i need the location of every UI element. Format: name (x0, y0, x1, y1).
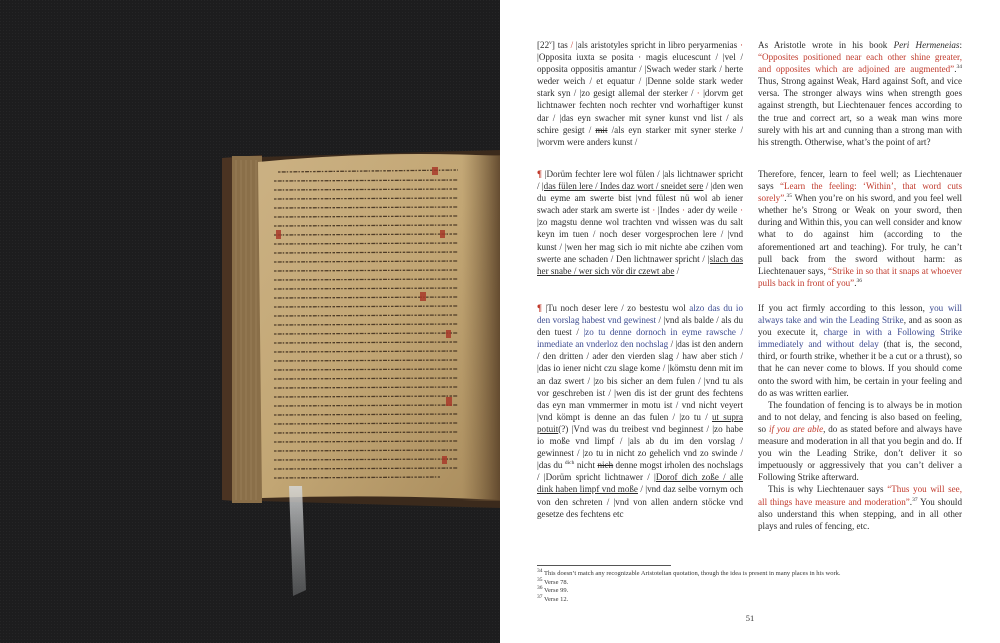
text-run: , do as stated before and always have measure and moderation in all that you begin and do. If you win the Leading Strike, don’t deliver it so impetuously or aggressively that you can’t deliver a Following Strike afterward. (758, 423, 963, 483)
text-run: · (652, 205, 656, 216)
text-run: |Indes (655, 205, 683, 216)
text-run: · (739, 40, 743, 50)
text-run: ader dy weile (685, 205, 740, 216)
text-run: · (682, 205, 686, 216)
text-run: · (739, 205, 743, 216)
text-run: dich (564, 460, 575, 467)
text-run: |dorvm get lichtnawer fechten noch rechter vnd worhaftiger kunst dar / |das eyn swacher mit syner kunst vnd list / als schire gesigt / (537, 88, 743, 135)
text-run: |zo tu denne dornoch in eyme rawsche / inmediate an vnderloz den nochslag (537, 327, 743, 350)
text-run: / |das ist den andern / den dritten / ader den vierden slag / haw aber stich / |das io iener nicht czu slage kome / |kömstu denn mit im an daz swert / |zo bis sicher an dem fulen / |vnd tu als vor geschreben ist / |wen dis ist der grunt des fechtens das eyn man vmmermer in motu ist / vnd nicht veyert |vnd kömpt is denne an das fulen / |zo tu / (537, 339, 743, 422)
original-paragraph-3 (537, 302, 743, 520)
text-run: denne mogst irholen des nochslags / |Dorüm spricht lichtnawer / (537, 460, 743, 483)
text-run: . (784, 193, 787, 204)
original-paragraph-1 (537, 39, 743, 148)
text-run: |Opposita iuxta se posita · magis elucescunt / |vel / opposita oppositis amantur / |Swach weder stark / herte weder weich / et equatur / |Denne solde stark weder stark syn / |zo gesigt allemal der sterker / (537, 52, 743, 99)
text-run: |Tu noch deser lere / zo bestestu wol (541, 303, 690, 313)
text-run: / |den wen du eyme am swerte bist |vnd fülest nü wol ab iener swach ader stark am swerte ist (537, 181, 744, 216)
text-run: alzo das du io den vorslag habest vnd gewinest (537, 303, 743, 326)
text-run: / (570, 40, 574, 50)
translation-paragraph-4 (758, 399, 962, 484)
text-run: Peri Hermeneias (893, 40, 960, 50)
text-run: ] tas (551, 40, 571, 50)
text-run: v (549, 39, 552, 46)
original-text-block-3 (537, 302, 743, 520)
translation-paragraph-5 (758, 483, 962, 531)
text-run: “Opposites positioned near each other shine greater, and opposites which are adjoined are augmented” (758, 52, 962, 75)
footnotes (537, 567, 957, 604)
text-run: |Dorof dich zoße / alle dink haben limpf vnd moße (537, 472, 743, 495)
text-run: / (674, 265, 680, 276)
original-text-block-1 (537, 39, 743, 148)
text-run: |zo magstu denne wol trachten vnd wissen was du salt keyn im tuen / noch deser vorgesprochen lere / |vnd kunst / |wen her mag sich io mit nichte abe czihen vom swerte ane schaden / Den lichtnawer spricht / (537, 217, 743, 264)
text-run: you will always take and win the Leading Strike (758, 303, 962, 326)
text-run: If you act firmly according to this lesson, (758, 303, 930, 313)
text-run: / |vnd daz selbe vornym och von den schreten / |vnd von allen andern stöcke vnd gesetze des fechtens etc (537, 484, 743, 519)
text-run: Thus, Strong against Weak, Hard against Soft, and vice versa. The stronger always wins when strength goes against strength, but Liechtenauer fences according to the true and correct art, so a weak man wins more surely with his art and cunning than a strong man with his strength. Otherwise, what’s the point of art? (758, 76, 962, 147)
footnote-37: $^{37}$ Verse 12. (537, 593, 569, 603)
text-run: When you’re on his sword, and you feel well whether he’s Strong or Weak on your sword, then during and Within this, you can well consider and know what to do against him (according to the aforementioned art and teaching). For truly, he can’t pull back from the sword without harm: as Liechtenauer says, (758, 193, 962, 276)
text-run: [22 (537, 40, 550, 50)
translation-block-2 (758, 168, 962, 289)
text-run: |Dorüm fechter lere wol fülen / |als lichtnawer spricht / (537, 169, 743, 192)
text-run: charge in with a Following Strike immediately and without delay (758, 327, 962, 350)
text-run: ¶ (537, 303, 542, 313)
translation-paragraph-3 (758, 302, 962, 399)
text-run: “Strike in so that it snaps at whoever pulls back in front of you” (758, 265, 962, 288)
text-run: This is why Liechtenauer says (768, 484, 888, 495)
text-run: (?) |Vnd was du treibest vnd beginnest / |zo habe io moße vnd limpf / |als ab du im den vorslag / gewinnest / |zo tu in nicht zo gehelich vnd zo swinde / |das du (537, 423, 743, 471)
translation-paragraph-2 (758, 168, 962, 289)
text-run: , and as soon as you execute it, (758, 315, 963, 338)
text-run: nich (597, 460, 614, 471)
text-run: · (696, 88, 700, 99)
text-run: The foundation of fencing is to always be in motion and to not delay, and fencing is also based on feeling, so (758, 399, 962, 434)
original-paragraph-2 (537, 168, 743, 277)
translation-block-1 (758, 39, 962, 148)
text-run: 34 (956, 64, 962, 71)
text-run: if you are able (768, 423, 824, 434)
text-run: . (909, 496, 913, 507)
text-run: 37 (912, 496, 918, 503)
text-run: ¶ (537, 169, 542, 179)
text-run: |slach das her snabe / wer sich vör dir czewt abe (537, 253, 743, 276)
text-run: “Thus you will see, all things have measure and moderation” (758, 484, 962, 507)
text-run: mit (595, 124, 608, 135)
footnote-rule (537, 565, 671, 566)
translation-page (500, 0, 1000, 643)
text-run: You should also understand this when stepping, and in all other plays and rules of fencing, etc. (758, 496, 962, 531)
text-run: /als eyn starker mit syner sterke / |worvm were anders kunst / (537, 124, 743, 147)
translation-block-3 (758, 302, 962, 532)
translation-paragraph-1 (758, 39, 962, 148)
text-run: |das fülen lere / Indes daz wort / sneidet sere (541, 181, 704, 192)
original-text-block-2 (537, 168, 743, 277)
text-run: |als aristotyles spricht in libro peryarmenias (573, 40, 740, 50)
text-run: nicht (574, 460, 598, 471)
text-run: . (854, 277, 857, 288)
text-run: 35 (786, 193, 793, 200)
text-run: 36 (856, 277, 863, 284)
text-run: “Learn the feeling: ‘Within’, that word cuts sorely” (758, 181, 962, 204)
footnote-36: $^{36}$ Verse 99. (537, 584, 569, 594)
footnote-35: $^{35}$ Verse 78. (537, 576, 569, 586)
page-number: 51 (745, 613, 755, 623)
footnote-34: $^{34}$ This doesn’t match any recognizable Aristotelian quotation, though the idea is present in many places in his work. (537, 567, 841, 577)
text-run: As Aristotle wrote in his book (758, 40, 894, 50)
text-run: . (954, 64, 957, 75)
text-run: Therefore, fencer, learn to feel well; as Liechtenauer says (758, 169, 962, 192)
text-run: (that is, the second, third, or fourth strike, whether it be a cut or a thrust), so that he can never come to blows. If you should come onto the sword with him, be certain in your feeling and do as was written earlier. (758, 339, 962, 398)
text-run: ut supra potuit (537, 411, 743, 434)
text-run: / |vnd als balde / als du den tuest / (537, 315, 743, 338)
text-run: : (959, 40, 962, 50)
